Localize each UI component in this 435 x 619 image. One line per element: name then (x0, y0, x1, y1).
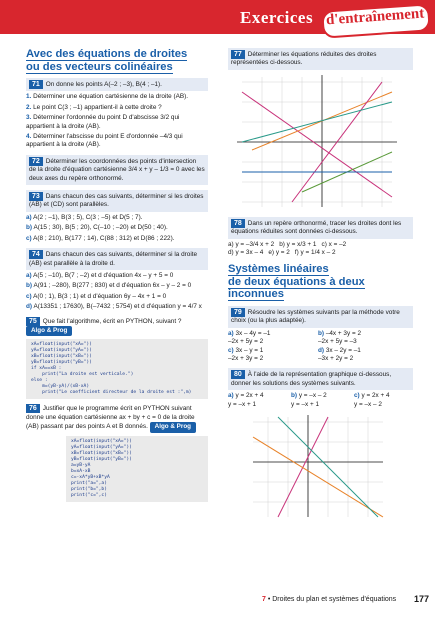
code-block-75: xA=float(input("xA=")) yA=float(input("yA=")) xB=float(input("xB=")) yB=float(input("yB=")) if xA==xB : print("La droite est verticale.") else : m=(yB-yA)/(xB-xA) print("Le coefficient directeur de la droite est :",m) (26, 339, 208, 399)
code-block-76: xA=float(input("xA=")) yA=float(input("yA=")) xB=float(input("xB=")) yB=float(input("yB=")) a=yB-yA b=xA-xB c=-xA*yB+xB*yA print("a=",a) print("b=",b) print("c=",c) (66, 436, 208, 502)
page-number: 177 (414, 594, 430, 604)
exercise-76: 76 Justifier que le programme écrit en PYTHON suivant donne une équation cartésienne ax + by + c = 0 de la droite (AB) passant par des points A et B donnés. Algo & Prog xA=float(input("xA=")) yA=float(input("yA=")) xB=float(input("xB=")) yB=float(input("yB=")) a=yB-yA b=xA-xB c=-xA*yB+xB*yA print("a=",a) print("b=",b) print("c=",c) (26, 404, 208, 501)
graph-80 (248, 412, 388, 522)
graph-77 (232, 72, 402, 212)
section-title-2: Systèmes linéaires de deux équations à deux inconnues (228, 263, 365, 301)
left-column (26, 48, 208, 507)
exercise-77: 77 Déterminer les équations réduites des droites représentées ci-dessous. (228, 48, 413, 212)
algo-prog-tag: Algo & Prog (26, 326, 72, 336)
exercise-80: 80 À l'aide de la représentation graphique ci-dessous, donner les solutions des systèmes suivants. a) y = 2x + 4 y = –x + 1 b) y = –x – 2 y = –x + 1 c) y = 2x + 4 y = –x – 2 (228, 368, 413, 522)
footer: 7 • Droites du plan et systèmes d'équations (262, 596, 397, 603)
header-subtitle: d'entraînement (325, 5, 425, 29)
exercise-73: 73 Dans chacun des cas suivants, déterminer si les droites (AB) et (CD) sont parallèles. a) A(2 ; –1), B(3 ; 5), C(3 ; –5) et D(5 ; 7). b) A(15 ; 30), B(5 ; 20), C(–10 ; –20) et D(50 ; 40). c) A(8 ; 210), B(177 ; 14), C(88 ; 312) et D(86 ; 222). (26, 190, 208, 243)
section-title-1: Avec des équations de droites ou des vecteurs colinéaires (26, 48, 188, 73)
exercise-78: 78 Dans un repère orthonormé, tracer les droites dont les équations réduites sont données ci-dessous. a) y = –3/4 x + 2 b) y = x/3 + 1 c) x = –2 d) y = 3x – 4 e) y = 2 f) y = 1/4 x – 2 (228, 217, 413, 258)
exercise-75: 75 Que fait l'algorithme, écrit en PYTHON, suivant ? Algo & Prog xA=float(input("xA=")) yA=float(input("yA=")) xB=float(input("xB=")) yB=float(input("yB=")) if xA==xB : print("La droite est verticale.") else : m=(yB-yA)/(xB-xA) print("Le coefficient directeur de la droite est :",m) (26, 317, 208, 400)
right-column (228, 48, 413, 527)
header-title: Exercices (240, 8, 314, 27)
exercise-79: 79 Résoudre les systèmes suivants par la méthode votre choix (ou la plus adaptée). a) 3x – 4y = –1 –2x + 5y = 2 b) –4x + 3y = 2 –2x + 5y = –3 c) 3x – y = 1 –2x + 3y = 2 d) 3x – 2y = –1 –3x + 2y = 2 (228, 306, 413, 363)
exercise-74: 74 Dans chacun des cas suivants, déterminer si la droite (AB) est parallèle à la droite d. a) A(5 ; –10), B(7 ; –2) et d d'équation 4x – y + 5 = 0 b) A(91 ; –280), B(277 ; 830) et d d'équation 6x – y – 2 = 0 c) A(0 ; 1), B(3 ; 1) et d d'équation 6y – 4x + 1 = 0 d) A(13351 ; 17630), B(–7432 ; 5754) et d d'équation y = 4/7 x (26, 248, 208, 311)
exercise-72: 72 Déterminer les coordonnées des points d'intersection de la droite d'équation cartésienne 3/4 x + y – 1/3 = 0 avec les deux axes du repère orthonormé. (26, 155, 208, 185)
algo-prog-tag: Algo & Prog (150, 422, 196, 432)
exercise-71: 71 On donne les points A(–2 ; –3), B(4 ; –1). 1. Déterminer une équation cartésienne de la droite (AB). 2. Le point C(3 ; –1) appartient-il à cette droite ? 3. Déterminer l'ordonnée du point D d'abscisse 3/2 qui appartient à la droite (AB). 4. Déterminer l'abscisse du point E d'ordonnée –4/3 qui appartient à la droite (AB). (26, 78, 208, 150)
page-header (0, 0, 435, 42)
